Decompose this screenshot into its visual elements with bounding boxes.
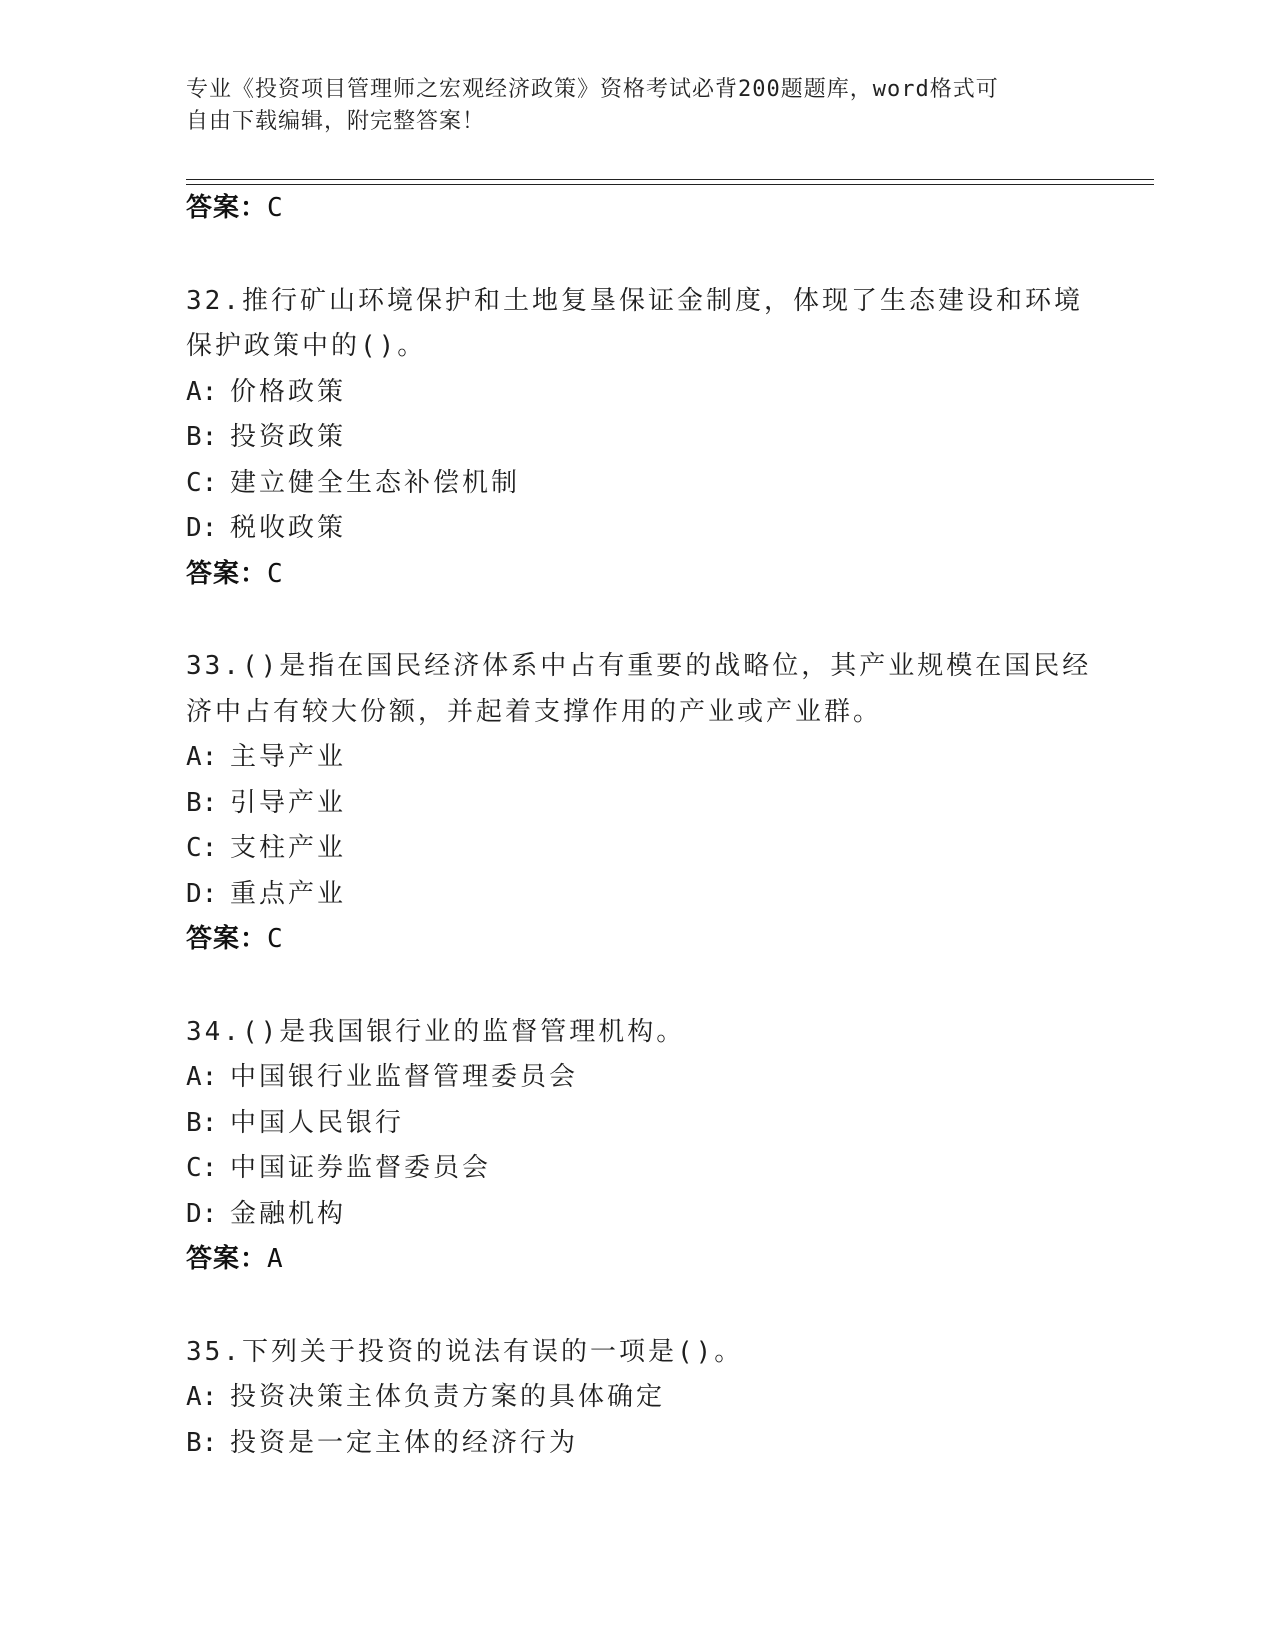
answer-value: A <box>267 1244 284 1274</box>
document-header <box>186 74 1066 138</box>
answer-line <box>186 917 1086 963</box>
option-key: B: <box>186 1427 218 1458</box>
header-line-2: 自由下载编辑，附完整答案！ <box>186 109 486 134</box>
option-text: 中国人民银行 <box>230 1107 405 1138</box>
option-text: 中国银行业监督管理委员会 <box>230 1062 579 1092</box>
question-stem-line: 保护政策中的()。 <box>186 331 427 361</box>
question-stem-line: 33.()是指在国民经济体系中占有重要的战略位，其产业规模在国民经 <box>186 651 1092 681</box>
option-key: D: <box>186 1198 218 1229</box>
answer-value: C <box>267 193 284 223</box>
answer-line <box>186 552 1086 598</box>
header-divider-bottom <box>186 184 1154 185</box>
answer-label: 答案： <box>186 558 268 589</box>
question-stem-line: 32.推行矿山环境保护和土地复垦保证金制度，体现了生态建设和环境 <box>186 285 1083 316</box>
option-key: D: <box>186 513 218 543</box>
option-key: C: <box>186 467 218 498</box>
option-text: 建立健全生态补偿机制 <box>230 467 521 498</box>
option-key: C: <box>186 1153 218 1183</box>
answer-line <box>186 1237 1086 1283</box>
option-key: A: <box>186 1062 218 1092</box>
question-option <box>186 370 1086 416</box>
option-text: 价格政策 <box>230 376 347 407</box>
question-option <box>186 1192 1086 1238</box>
option-key: B: <box>186 1107 218 1138</box>
option-key: C: <box>186 833 218 863</box>
header-divider-top <box>186 179 1154 180</box>
option-text: 投资是一定主体的经济行为 <box>230 1427 579 1458</box>
question-option <box>186 872 1086 918</box>
option-key: D: <box>186 878 218 909</box>
answer-label: 答案： <box>186 193 268 223</box>
question-block <box>186 1330 1086 1467</box>
question-option <box>186 1421 1086 1467</box>
question-stem-line: 济中占有较大份额，并起着支撑作用的产业或产业群。 <box>186 696 883 727</box>
answer-label: 答案： <box>186 1244 268 1274</box>
option-key: A: <box>186 742 218 772</box>
question-option <box>186 1101 1086 1147</box>
option-text: 重点产业 <box>230 878 347 909</box>
question-gap <box>186 1283 1086 1330</box>
header-line-1: 专业《投资项目管理师之宏观经济政策》资格考试必背200题题库，word格式可 <box>186 77 999 102</box>
option-key: B: <box>186 422 218 452</box>
question-option <box>186 735 1086 781</box>
option-text: 中国证券监督委员会 <box>230 1153 492 1183</box>
option-text: 投资决策主体负责方案的具体确定 <box>230 1382 666 1412</box>
question-option <box>186 415 1086 461</box>
option-key: A: <box>186 376 218 407</box>
question-stem-line: 34.()是我国银行业的监督管理机构。 <box>186 1016 686 1047</box>
question-option <box>186 826 1086 872</box>
option-key: A: <box>186 1382 218 1412</box>
question-list <box>186 186 1092 1466</box>
question-stem-line: 35.下列关于投资的说法有误的一项是()。 <box>186 1336 744 1367</box>
question-gap <box>186 597 1086 644</box>
question-gap <box>186 963 1086 1010</box>
answer-line <box>186 186 1086 232</box>
question-block <box>186 1010 1086 1283</box>
answer-value: C <box>267 558 284 589</box>
answer-label: 答案： <box>186 924 268 954</box>
question-option <box>186 461 1086 507</box>
question-block <box>186 279 1086 598</box>
question-option <box>186 1055 1086 1101</box>
question-block <box>186 644 1092 963</box>
question-option <box>186 1375 1086 1421</box>
option-text: 税收政策 <box>230 513 347 543</box>
option-key: B: <box>186 787 218 818</box>
option-text: 金融机构 <box>230 1198 347 1229</box>
question-option <box>186 506 1086 552</box>
answer-value: C <box>267 924 284 954</box>
option-text: 主导产业 <box>230 742 347 772</box>
option-text: 支柱产业 <box>230 833 347 863</box>
option-text: 引导产业 <box>230 787 347 818</box>
option-text: 投资政策 <box>230 422 347 452</box>
question-option <box>186 1146 1086 1192</box>
question-gap <box>186 232 1086 279</box>
question-option <box>186 781 1086 827</box>
